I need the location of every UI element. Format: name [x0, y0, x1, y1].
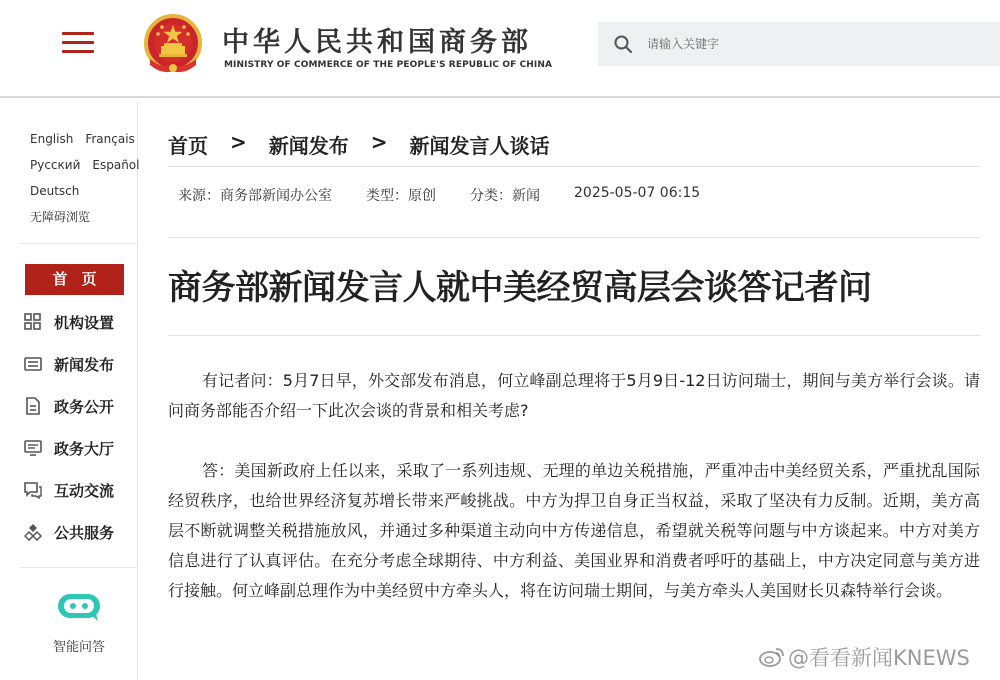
sidebar-item-label: 政务大厅 [54, 439, 115, 458]
sidebar-item-organization[interactable] [24, 309, 114, 335]
watermark-text: @看看新闻KNEWS [788, 646, 970, 670]
meta-datetime: 2025-05-07 06:15 [574, 185, 701, 201]
article-title: 商务部新闻发言人就中美经贸高层会谈答记者问 [168, 268, 872, 308]
search-input[interactable] [647, 37, 967, 51]
sidebar-item-public-service[interactable] [24, 519, 114, 545]
sidebar-item-label: 互动交流 [54, 481, 115, 500]
sidebar [20, 100, 138, 680]
chat-icon [24, 481, 42, 499]
smart-qa-label: 智能问答 [52, 640, 105, 655]
main-content [168, 100, 1000, 680]
breadcrumb-separator: > [370, 130, 388, 154]
sidebar-item-label: 新闻发布 [54, 355, 115, 374]
meta-divider [168, 237, 980, 238]
sidebar-item-gov-affairs[interactable] [24, 393, 114, 419]
lang-spanish-link[interactable]: Español [92, 158, 140, 172]
sidebar-home-button[interactable]: 首页 [25, 264, 124, 295]
language-links [30, 126, 140, 230]
breadcrumb-news[interactable]: 新闻发布 [268, 134, 349, 158]
meta-source: 来源：商务部新闻办公室 [178, 188, 332, 204]
sidebar-item-label: 机构设置 [54, 313, 115, 332]
search-box[interactable] [598, 22, 1000, 66]
menu-icon[interactable] [62, 30, 96, 56]
article-meta [178, 185, 734, 205]
org-grid-icon [24, 313, 42, 331]
breadcrumb-divider [168, 166, 980, 167]
accessible-browse-link[interactable]: 无障碍浏览 [30, 210, 91, 224]
sidebar-item-service-hall[interactable] [24, 435, 114, 461]
breadcrumb [168, 130, 550, 159]
sidebar-item-label: 政务公开 [54, 397, 115, 416]
breadcrumb-spokesperson[interactable]: 新闻发言人谈话 [409, 134, 550, 158]
search-icon[interactable] [613, 34, 633, 54]
sidebar-divider [20, 243, 138, 244]
robot-chat-icon [56, 592, 102, 622]
site-title: 中华人民共和国商务部 [222, 27, 532, 58]
lang-russian-link[interactable]: Русский [30, 158, 81, 172]
sidebar-item-interaction[interactable] [24, 477, 114, 503]
article-paragraph: 有记者问：5月7日早，外交部发布消息，何立峰副总理将于5月9日-12日访问瑞士，期间与美方举行会谈。请问商务部能否介绍一下此次会谈的背景和相关考虑? [168, 371, 980, 420]
sidebar-divider [20, 567, 138, 568]
meta-category: 分类：新闻 [470, 188, 540, 204]
public-service-icon [24, 523, 42, 541]
lang-french-link[interactable]: Français [85, 132, 135, 146]
smart-qa-button[interactable] [34, 592, 124, 655]
document-icon [24, 397, 42, 415]
weibo-logo-icon [758, 646, 786, 668]
service-hall-icon [24, 439, 42, 457]
sidebar-item-news[interactable] [24, 351, 114, 377]
site-header [0, 0, 1000, 98]
title-divider [168, 335, 980, 336]
meta-type: 类型：原创 [366, 188, 436, 204]
national-emblem-icon [142, 13, 204, 77]
sidebar-item-label: 公共服务 [54, 523, 115, 542]
weibo-watermark [758, 642, 970, 672]
article-body [168, 366, 980, 606]
lang-english-link[interactable]: English [30, 132, 74, 146]
breadcrumb-home[interactable]: 首页 [168, 134, 208, 158]
article-paragraph: 答：美国新政府上任以来，采取了一系列违规、无理的单边关税措施，严重冲击中美经贸关系，严重扰乱国际经贸秩序，也给世界经济复苏增长带来严峻挑战。中方为捍卫自身正当权益，采取了坚决有力反制。近期，美方高层不断就调整关税措施放风，并通过多种渠道主动向中方传递信息，希望就关税等问题与中方谈起来。中方对美方信息进行了认真评估。在充分考虑全球期待、中方利益、美国业界和消费者呼吁的基础上，中方决定同意与美方进行接触。何立峰副总理作为中美经贸中方牵头人，将在访问瑞士期间，与美方牵头人美国财长贝森特举行会谈。 [168, 461, 980, 600]
site-subtitle: MINISTRY OF COMMERCE OF THE PEOPLE'S REPUBLIC OF CHINA [224, 60, 553, 70]
breadcrumb-separator: > [230, 130, 247, 154]
lang-german-link[interactable]: Deutsch [30, 184, 80, 198]
news-icon [24, 355, 42, 373]
